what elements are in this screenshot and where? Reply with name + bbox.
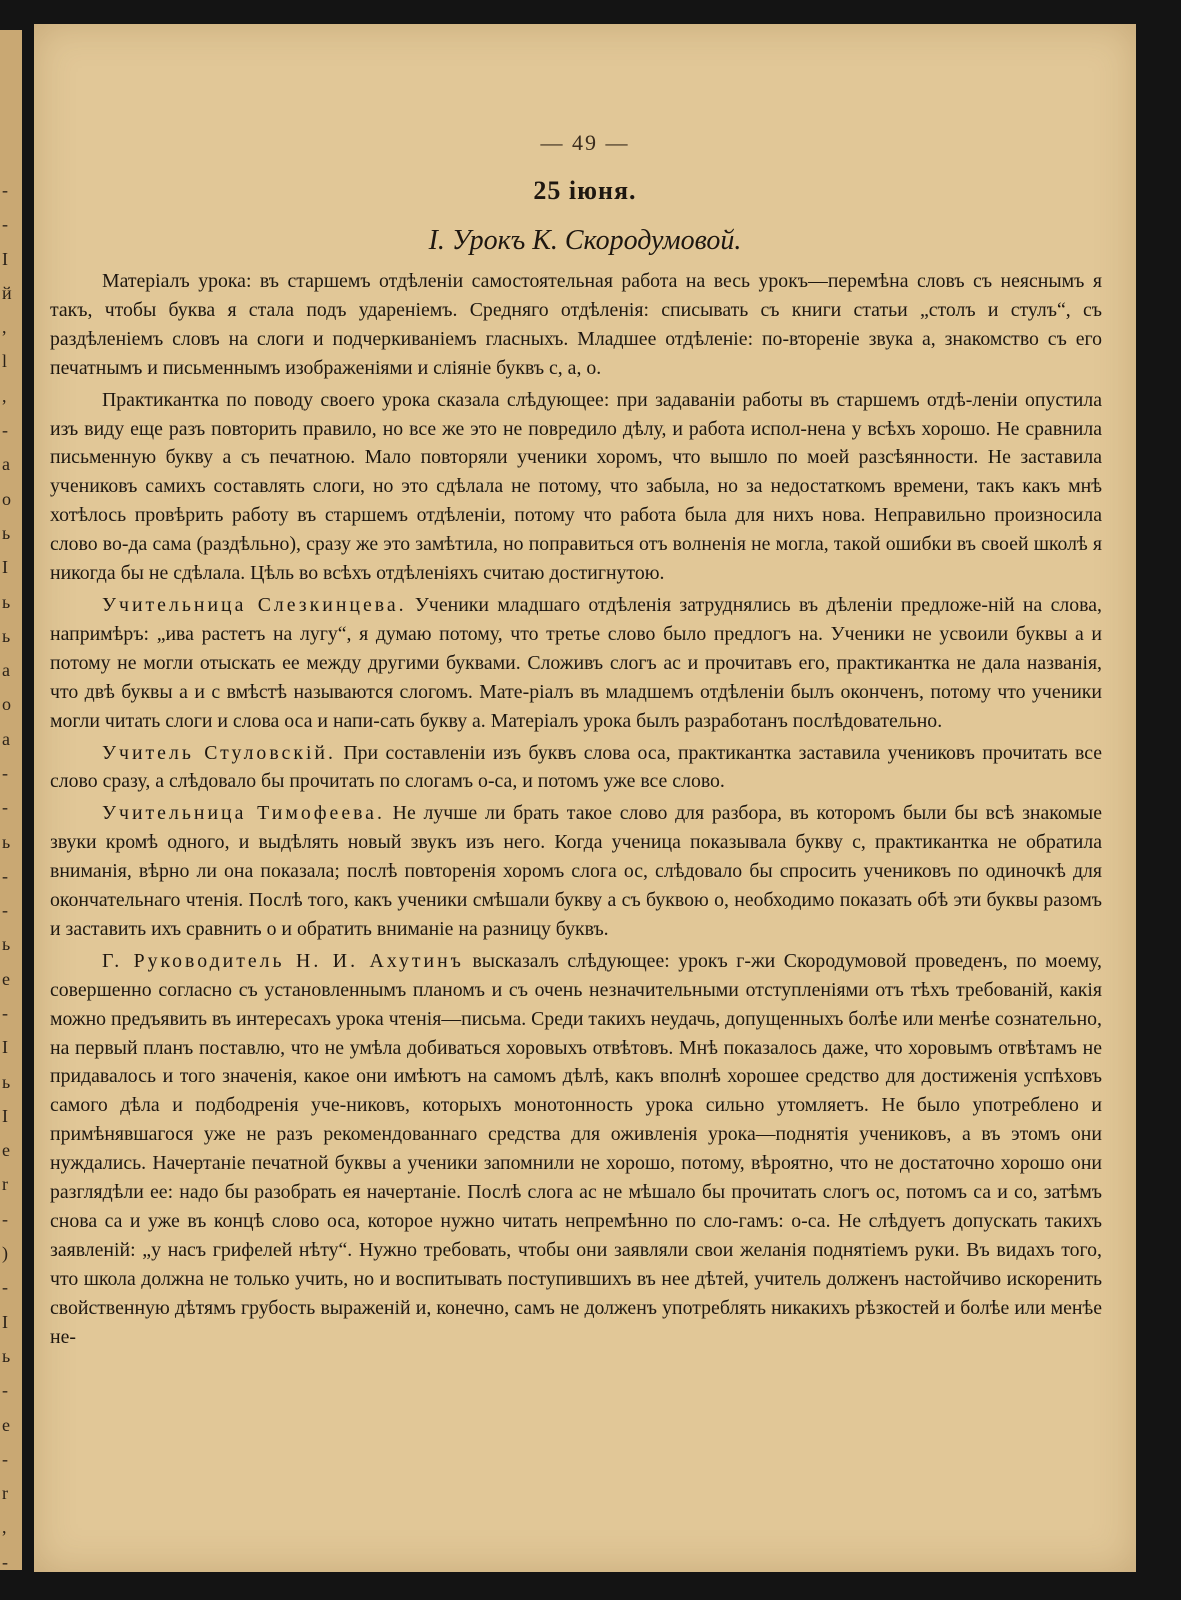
left-page-fragment: o <box>2 694 11 715</box>
text-line: разницу буквъ. <box>482 917 609 940</box>
text-line: Начертаніе печатной буквы а ученики запомнили не хорошо, потому, вѣроятно, что не достаточно хорошо <box>152 1152 1065 1175</box>
text-line: на самомъ дѣлѣ, какъ вполнѣ хорошее средство для достиженія успѣховъ самого дѣла и подбодренія уче- <box>50 1065 1102 1117</box>
lesson-title: І. Урокъ К. Скородумовой. <box>428 225 742 256</box>
text-line: практикантка не обратила вниманія, вѣрно ли она показала; послѣ повторенія хоромъ слога ос, слѣдовало <box>50 831 1102 883</box>
text-line: Практикантка по поводу своего урока сказала слѣдующее: при задаваніи работы въ старшемъ отдѣ- <box>102 388 973 411</box>
paragraph <box>50 267 1102 383</box>
paragraph <box>50 591 1102 736</box>
text-line: и прочитавъ его, практикантка не дала названія, что двѣ буквы а и с вмѣстѣ называются слогомъ. Мате- <box>50 651 1103 703</box>
left-page-fragment: a <box>2 728 10 749</box>
text-line: нена у всѣхъ хорошо. Не сравнила письменную букву а съ печатною. Мало повторяли ученики хоромъ, <box>50 417 1102 469</box>
left-page-fragment: I <box>2 1311 8 1332</box>
left-page-fragment: - <box>2 762 8 783</box>
left-page-fragment: I <box>2 557 8 578</box>
paragraph <box>50 739 1102 797</box>
date-heading: 25 іюня. <box>533 176 637 205</box>
speaker-name: Учитель Стуловскій. <box>102 741 336 764</box>
left-page-fragment: e <box>2 1140 10 1161</box>
left-page-fragment: ь <box>2 934 11 955</box>
left-page-fragment: e <box>2 968 10 989</box>
text-line: высказалъ слѣдующее: урокъ г-жи Скородумовой проведенъ, <box>463 949 1008 972</box>
left-page-fragment: - <box>2 1551 8 1572</box>
left-page-fragment: ь <box>2 1071 11 1092</box>
paragraph <box>50 947 1102 1352</box>
text-line: Не лучше ли брать такое слово для разбора, въ которомъ были бы <box>384 802 978 825</box>
text-line: грубость выраженій и, конечно, самъ не долженъ употреблять никакихъ рѣзкостей и болѣе или менѣе не- <box>50 1296 1102 1348</box>
text-line: бы не сдѣлала. Цѣль во всѣхъ отдѣленіяхъ считаю достигнутою. <box>120 562 665 585</box>
text-line: сать букву а. Матеріалъ урока былъ разработанъ послѣдовательно. <box>379 709 943 732</box>
left-page-fragment: , <box>2 1517 7 1538</box>
left-page-fragment: l <box>2 351 8 372</box>
text-line: ній на слова, напримѣръ: „ива растетъ на лугу“, я думаю потому, что третье слово было предлогъ на. <box>50 593 1102 645</box>
left-page-fragment: , <box>2 385 7 406</box>
left-page-fragment: r <box>2 1174 8 1195</box>
text-line: они заявляли свои желанія поднятіемъ руки. Въ видахъ того, что школа должна не только учить, но и <box>50 1238 1102 1290</box>
text-line: Матеріалъ урока: въ старшемъ отдѣленіи самостоятельная работа на весь урокъ—перемѣна словъ съ <box>102 270 993 292</box>
text-line: тѣхъ требованій, какія можно предъявить въ интересахъ урока чтенія—письма. Среди такихъ неудачь, <box>50 978 1103 1030</box>
left-page-fragment: I <box>2 1105 8 1126</box>
text-line: воспитывать поступившихъ въ нее дѣтей, учитель долженъ настойчиво искоренить свойственную дѣтямъ <box>50 1267 1102 1319</box>
left-page-fragment: - <box>2 797 8 818</box>
left-page-fragment: ь <box>2 831 11 852</box>
body-text <box>50 267 1102 1352</box>
left-page-fragment: ь <box>2 591 11 612</box>
text-line: сразу же это замѣтила, но поправиться отъ волненія не могла, такой ошибки въ своей школѣ я никогда <box>50 533 1103 585</box>
paragraph <box>50 386 1102 588</box>
text-line: неяснымъ я такъ, чтобы буква я стала подъ удареніемъ. Средняго отдѣленія: списывать съ книги статьи <box>50 270 1102 321</box>
left-page-fragment: ) <box>2 1243 8 1264</box>
left-page-fragment: ь <box>2 1345 11 1366</box>
text-line: втореніе звука а, знакомство съ его печатнымъ и письменнымъ изображеніями и сліяніе буквъ с, а, о. <box>50 327 1103 379</box>
speaker-name: Г. Руководитель Н. И. Ахутинъ <box>102 949 464 972</box>
text-line: что вышло по моей разсѣянности. Не заставила учениковъ самихъ составлять слоги, но это сдѣлала не <box>50 446 1102 498</box>
left-page-fragment: , <box>2 317 7 338</box>
left-page-fragment: - <box>2 214 8 235</box>
speaker-name: Учительница Слезкинцева. <box>102 593 407 616</box>
text-line: они разглядѣли ее: надо бы разобрать ея начертаніе. Послѣ слога ас не мѣшало бы прочитать слогъ ос, <box>50 1152 1102 1204</box>
left-page-fragment: - <box>2 1448 8 1469</box>
left-page-fragment: - <box>2 1208 8 1229</box>
text-line: потому, что забыла, но за недостаткомъ времени, такъ какъ мнѣ хотѣлось провѣрить работу въ старшемъ <box>50 475 1102 527</box>
left-page-fragment: - <box>2 1277 8 1298</box>
left-page-fragment: I <box>2 1037 8 1058</box>
left-page-fragment: й <box>2 282 12 303</box>
text-line: всѣ знакомые звуки кромѣ одного, и выдѣлять новый звукъ изъ него. Когда ученица показывала букву с, <box>50 802 1103 854</box>
adjacent-page-edge <box>0 30 22 1570</box>
text-line: разъ рекомендованнаго средства для оживленія урока—поднятія учениковъ, а въ этомъ они нуждались. <box>50 1123 1102 1175</box>
book-page <box>34 24 1136 1572</box>
speaker-name: Учительница Тимофеева. <box>102 802 385 825</box>
text-line: Ученики не усвоили буквы а и потому не могли отыскать ее между другими буквами. Сложивъ слогъ ас <box>50 622 1102 674</box>
text-line: никовъ, которыхъ монотонность урока сильно утомляетъ. Не было употреблено и примѣнявшагося уже не <box>50 1094 1102 1146</box>
text-line: ріалъ въ младшемъ отдѣленіи былъ оконченъ, потому что ученики могли читать слоги и слова оса и напи- <box>50 680 1102 732</box>
left-page-fragment: - <box>2 865 8 886</box>
text-line: прочитать все слово сразу, а слѣдовало бы прочитать по слогамъ о-са, и потомъ уже все слово. <box>50 741 1102 793</box>
left-page-fragment: - <box>2 1003 8 1024</box>
text-line: леніи опустила изъ виду еще разъ повторить правило, но все же это не повредило дѣлу, и работа испол- <box>50 388 1102 440</box>
left-page-fragment: - <box>2 180 8 200</box>
left-page-fragment: I <box>2 248 8 269</box>
left-page-fragment: ь <box>2 625 11 646</box>
left-page-fragment: a <box>2 454 10 475</box>
left-page-fragment: o <box>2 488 11 509</box>
left-page-fragment: a <box>2 660 10 681</box>
text-line: гамъ: о-са. Не слѣдуетъ допускать такихъ заявленій: „у насъ грифелей нѣту“. Нужно требовать, чтобы <box>50 1210 1103 1261</box>
paragraph <box>50 799 1102 944</box>
text-line: бы спросить учениковъ по одиночкѣ для окончательнаго чтенія. Послѣ того, какъ ученики смѣшали букву <box>50 860 1102 912</box>
left-page-fragment: - <box>2 420 8 441</box>
left-page-fragment: e <box>2 1414 10 1435</box>
left-page-fragment: r <box>2 1483 8 1504</box>
text-line: а съ буквою о, необходимо показать обѣ эти буквы разомъ и заставить ихъ сравнить о и обратить вниманіе на <box>50 889 1102 940</box>
text-line: При составленіи изъ буквъ слова оса, практикантка заставила учениковъ <box>335 741 976 764</box>
left-page-fragment: - <box>2 1380 8 1401</box>
text-line: отдѣленіи, потому что работа была для нихъ нова. Неправильно произносила слово во-да сама (раздѣльно), <box>50 504 1102 556</box>
text-line: „столъ и стулъ“, съ раздѣленіемъ словъ на слоги и подчеркиваніемъ гласныхъ. Младшее отдѣленіе: по- <box>50 298 1102 350</box>
left-page-fragment: ь <box>2 522 11 543</box>
page-number: — 49 — <box>540 130 630 155</box>
text-line: потомъ са и со, затѣмъ снова са и уже въ концѣ слово оса, которое нужно читать непремѣнно по сло- <box>50 1181 1102 1232</box>
text-line: допущенныхъ болѣе или менѣе сознательно, на первый планъ поставлю, что не умѣла добиваться хоровыхъ <box>50 1007 1102 1059</box>
left-page-fragment: - <box>2 900 8 921</box>
text-line: по моему, совершенно согласно съ установленнымъ планомъ и съ очень незначительными отступленіями отъ <box>50 949 1102 1001</box>
text-line: отвѣтовъ. Мнѣ показалось даже, что хоровымъ отвѣтамъ не придавалось и того значенія, какое они имѣютъ <box>50 1036 1103 1088</box>
text-line: Ученики младшаго отдѣленія затруднялись въ дѣленіи предложе- <box>406 593 988 616</box>
